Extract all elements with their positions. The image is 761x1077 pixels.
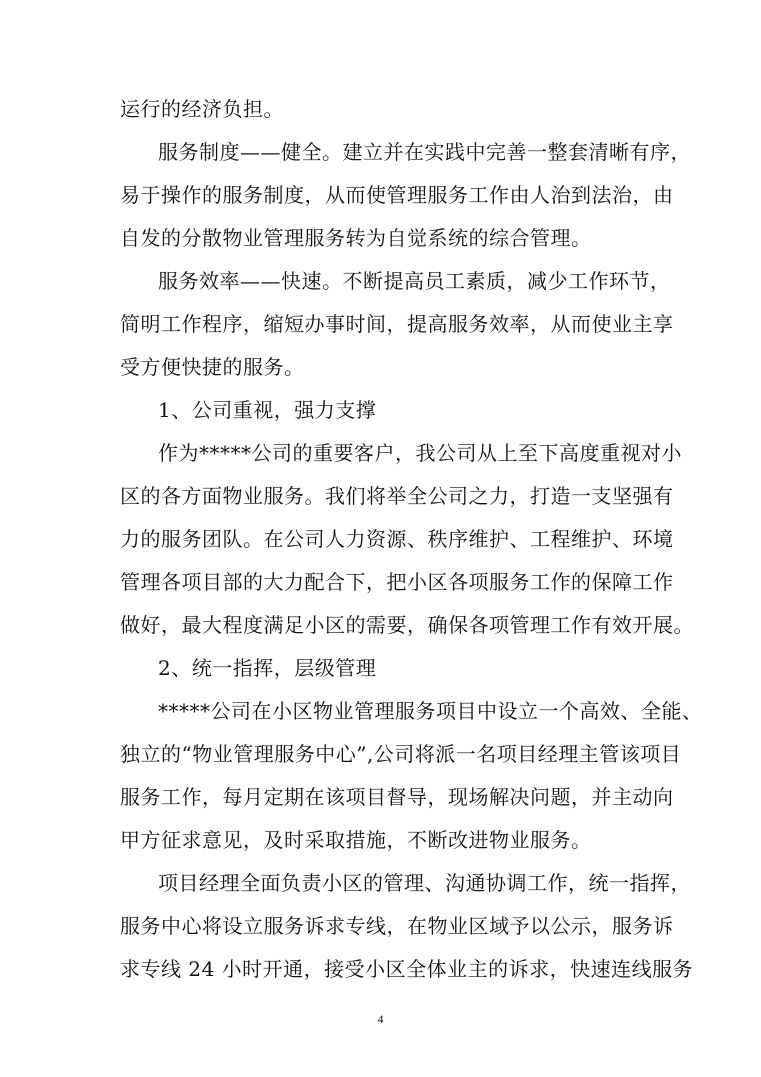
text-line: 项目经理全面负责小区的管理、沟通协调工作，统一指挥，: [158, 871, 691, 895]
text-line: 区的各方面物业服务。我们将举全公司之力，打造一支坚强有: [120, 484, 674, 508]
text-line: 受方便快捷的服务。: [120, 355, 305, 379]
text-line: 求专线 24 小时开通，接受小区全体业主的诉求，快速连线服务: [120, 957, 694, 981]
text-line: 管理各项目部的大力配合下，把小区各项服务工作的保障工作: [120, 570, 674, 594]
text-line: 独立的“物业管理服务中心”,公司将派一名项目经理主管该项目: [120, 742, 682, 766]
text-line: 服务中心将设立服务诉求专线，在物业区域予以公示，服务诉: [120, 914, 674, 938]
section-heading: 2、统一指挥，层级管理: [158, 656, 377, 680]
text-line: 服务制度——健全。建立并在实践中完善一整套清晰有序，: [158, 140, 691, 164]
text-line: 运行的经济负担。: [120, 97, 284, 121]
text-line: 自发的分散物业管理服务转为自觉系统的综合管理。: [120, 226, 592, 250]
text-line: 服务工作，每月定期在该项目督导，现场解决问题，并主动向: [120, 785, 674, 809]
text-line: 服务效率——快速。不断提高员工素质，减少工作环节，: [158, 269, 671, 293]
text-line: 做好，最大程度满足小区的需要，确保各项管理工作有效开展。: [120, 613, 694, 637]
page-number: 4: [377, 1012, 384, 1026]
text-line: 简明工作程序，缩短办事时间，提高服务效率，从而使业主享: [120, 312, 674, 336]
text-line: 易于操作的服务制度，从而使管理服务工作由人治到法治，由: [120, 183, 674, 207]
text-line: *****公司在小区物业管理服务项目中设立一个高效、全能、: [158, 699, 703, 723]
text-line: 作为*****公司的重要客户，我公司从上至下高度重视对小: [158, 441, 682, 465]
text-line: 甲方征求意见，及时采取措施，不断改进物业服务。: [120, 828, 592, 852]
section-heading: 1、公司重视，强力支撑: [158, 398, 377, 422]
text-line: 力的服务团队。在公司人力资源、秩序维护、工程维护、环境: [120, 527, 674, 551]
